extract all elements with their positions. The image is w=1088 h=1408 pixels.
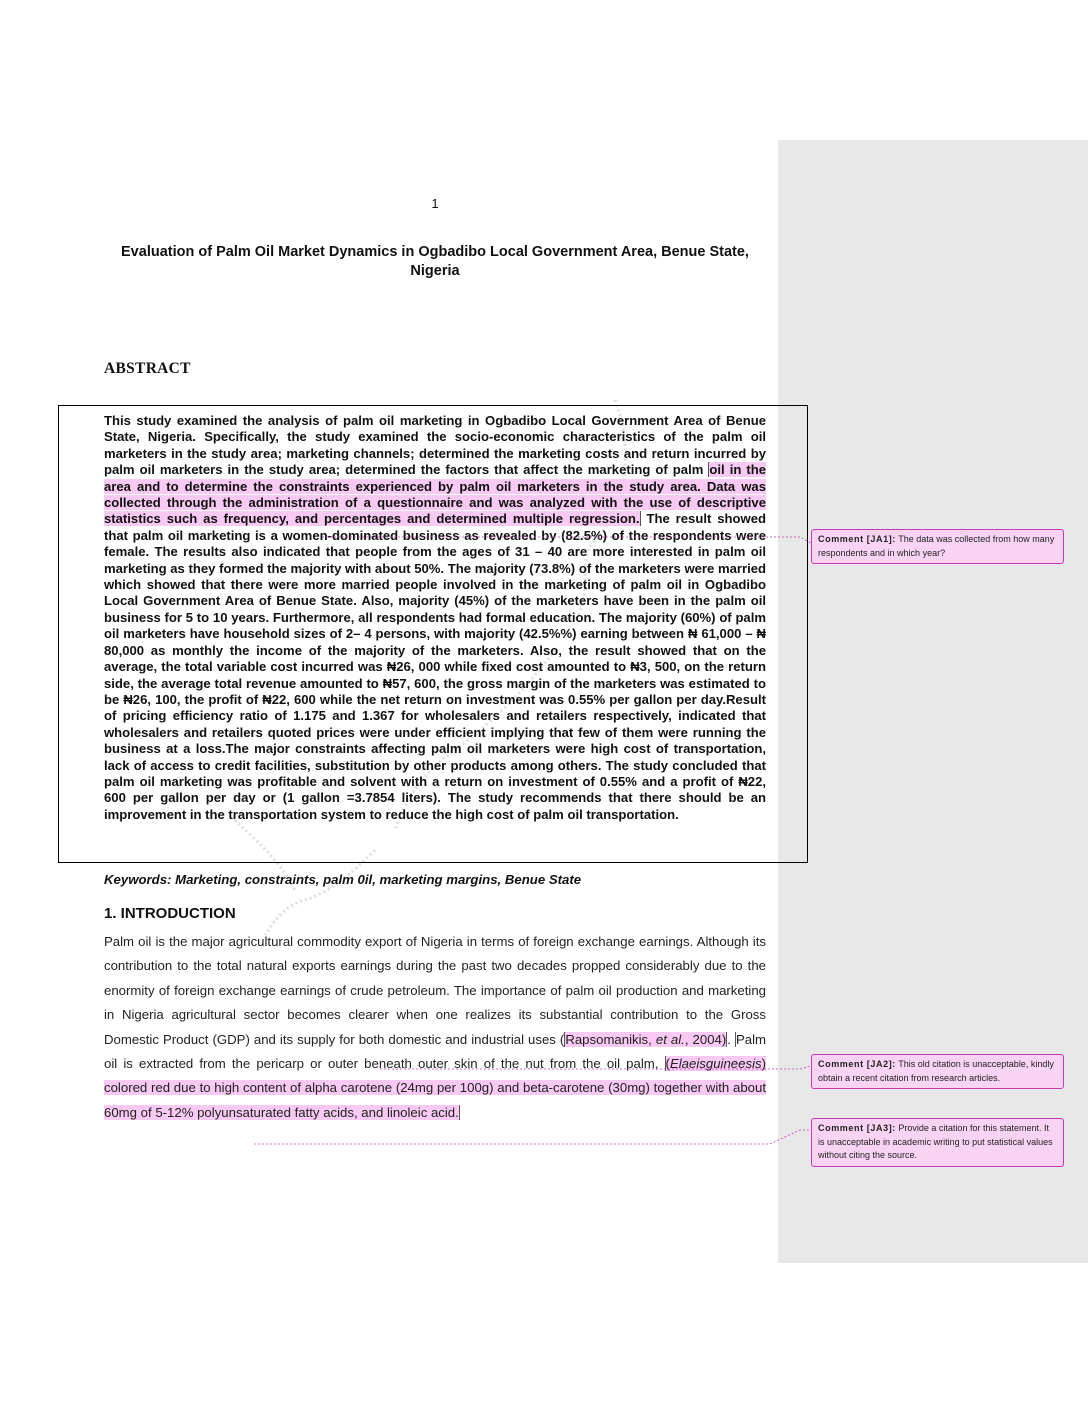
citation-etal: et al. xyxy=(655,1031,685,1047)
paragraph-text: ( xyxy=(665,1056,670,1072)
comment-text: The data was collected from how many respondents and in which year? xyxy=(818,534,1055,558)
comment-text: This old citation is unacceptable, kindly obtain a recent citation from research articles. xyxy=(818,1059,1054,1083)
comment-ja3[interactable] xyxy=(811,1118,1064,1167)
abstract-text-part: The result showed that palm oil marketing is a women-dominated business as revealed by (82.5%) of the respondents were female. The results also indicated that people from the ages of 31 – 40 are more interested in palm oil marketing as they formed the majority with about 50%. The majority (73.8%) of the marketers were married which showed that there were more married people involved in the marketing of palm oil in Ogbadibo Local Government Area of Benue State. Also, majority (45%) of the marketers have been in the palm oil business for 5 to 10 years. Furthermore, all respondents had formal education. The majority (60%) of palm oil marketers have household sizes of 2– 4 persons, with majority (42.5%%) earning between ₦ 61,000 – ₦ 80,000 as monthly the income of the majority of the marketers. Also, the result showed that on the average, the total variable cost incurred was ₦26, 000 while fixed cost amounted to ₦3, 500, on the return side, the average total revenue amounted to ₦57, 600, the gross margin of the marketers was estimated to be ₦26, 100, the profit of ₦22, 600 while the net return on investment was 0.55% per gallon per day.Result of pricing efficiency ratio of 1.175 and 1.367 for wholesalers and retailers respectively, indicated that wholesalers and retailers quoted prices were under efficient implying that few of them were running the business at a loss.The major constraints affecting palm oil marketers were high cost of transportation, lack of access to credit facilities, substitution by other products among others. The study concluded that palm oil marketing was profitable and solvent with a return on investment of 0.55% and a profit of ₦22, 600 per gallon per day or (1 gallon =3.7854 liters). The study recommends that there should be an improvement in the transportation system to reduce the high cost of palm oil transportation. xyxy=(104,511,766,822)
introduction-heading: 1. INTRODUCTION xyxy=(104,905,236,922)
comment-label: Comment [JA1]: xyxy=(818,534,896,544)
comment-label: Comment [JA2]: xyxy=(818,1059,896,1069)
citation-year: , 2004) xyxy=(684,1031,727,1047)
paragraph-text: Palm oil is extracted from the pericarp or outer beneath outer skin of the nut from the oil palm, xyxy=(104,1031,767,1072)
abstract-heading: ABSTRACT xyxy=(104,360,191,377)
comment-connector-ja3 xyxy=(254,1130,811,1144)
paragraph-text: ) colored red due to high content of alpha carotene (24mg per 100g) and beta-carotene (30mg) together with about 60mg of 5-12% polyunsaturated fatty acids, and linoleic acid. xyxy=(104,1056,766,1120)
introduction-paragraph xyxy=(104,930,766,1125)
highlight-comment-ja2[interactable] xyxy=(564,1032,727,1047)
comment-text: Provide a citation for this statement. It is unacceptable in academic writing to put statistical values without citing the source. xyxy=(818,1123,1053,1160)
abstract-text-part: This study examined the analysis of palm oil marketing in Ogbadibo Local Government Area of Benue State, Nigeria. Specifically, the study examined the socio-economic characteristics of the palm oil marketers in the study area; marketing channels; determined the marketing costs and return incurred by palm oil marketers in the study area; determined the factors that affect the marketing of palm xyxy=(104,413,766,478)
abstract-text xyxy=(104,413,766,823)
paragraph-text: . xyxy=(727,1031,735,1047)
paragraph-text: Palm oil is the major agricultural commodity export of Nigeria in terms of foreign exchange earnings. Although its contribution to the total natural exports earnings during the past two decades propped considerably due to the enormity of foreign exchange earnings of crude petroleum. The importance of palm oil production and marketing in Nigeria agricultural sector becomes clearer when one realizes its substantial contribution to the Gross Domestic Product (GDP) and its supply for both domestic and industrial uses ( xyxy=(104,934,766,1047)
page-number: 1 xyxy=(431,196,439,211)
comment-margin-panel xyxy=(778,140,1088,1263)
highlight-comment-ja1[interactable]: oil in the area and to determine the constraints experienced by palm oil marketers in the study area. Data was collected through the administration of a questionnaire and was analyzed with the use of descriptive statistics such as frequency, and percentages and determined multiple regression. xyxy=(104,462,767,527)
comment-ja1[interactable] xyxy=(811,529,1064,564)
document-title: Evaluation of Palm Oil Market Dynamics in Ogbadibo Local Government Area, Benue State, Nigeria xyxy=(121,244,749,279)
citation-author: Rapsomanikis, xyxy=(565,1031,656,1047)
keywords: Keywords: Marketing, constraints, palm 0il, marketing margins, Benue State xyxy=(104,872,582,887)
species-name: Elaeisguineesis xyxy=(669,1056,762,1072)
comment-ja2[interactable] xyxy=(811,1054,1064,1089)
comment-label: Comment [JA3]: xyxy=(818,1123,896,1133)
